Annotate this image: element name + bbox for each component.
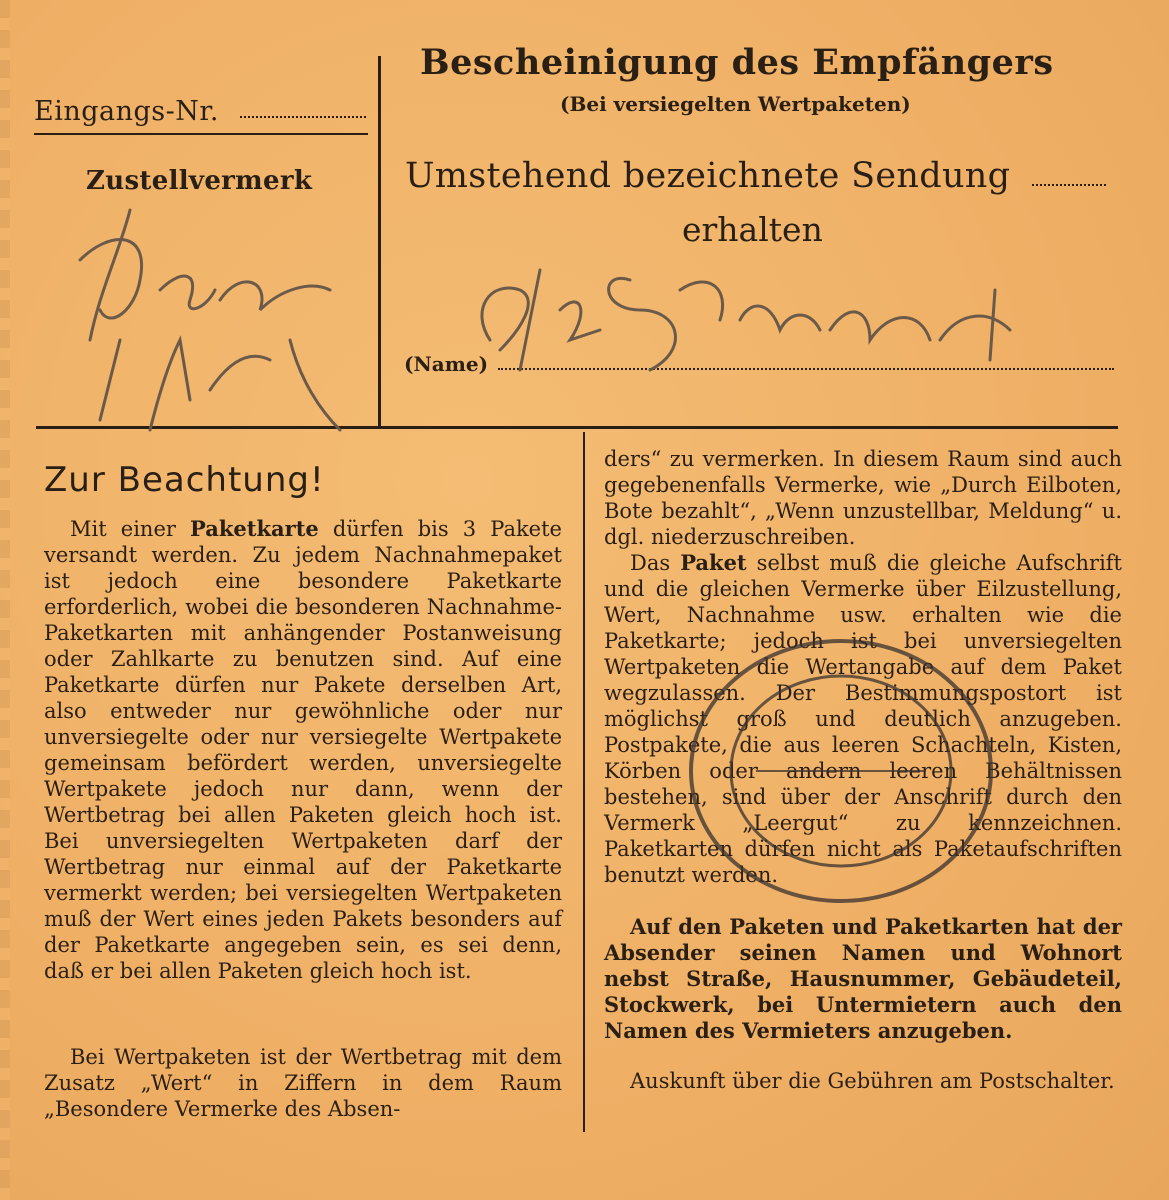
notice-p4-start: Das	[630, 551, 681, 575]
notice-paragraph-5	[604, 914, 1122, 1044]
entry-number-line	[240, 116, 366, 118]
notice-p3-text: ders“ zu vermerken. In diesem Raum sind auch gegebenenfalls Vermerke, wie „Durch Eilboten, Bote bezahlt“, „Wenn unzustellbar, Meldung“ u. dgl. niederzuschreiben.	[604, 447, 1122, 549]
received-text: erhalten	[682, 210, 823, 249]
perforated-edge	[0, 0, 10, 1200]
notice-p6-text: Auskunft über die Gebühren am Postschalter.	[630, 1069, 1115, 1093]
page-subtitle: (Bei versiegelten Wertpaketen)	[560, 92, 911, 116]
notice-p1-start: Mit einer	[70, 517, 191, 541]
notice-paragraph-3	[604, 446, 1122, 550]
pencil-signature	[450, 250, 1050, 390]
entry-box-rule	[34, 133, 368, 135]
notice-paragraph-2	[44, 1044, 562, 1122]
notice-p1-bold: Paketkarte	[190, 516, 319, 541]
notice-paragraph-6	[604, 1068, 1122, 1094]
notice-p1-rest: dürfen bis 3 Pakete versandt werden. Zu jedem Nachnahmepaket ist jedoch eine besondere Paketkarte erforderlich, wobei die besonderen Nachnahme-Paketkarten mit anhängender Postanweisung oder Zahlkarte zu benutzen sind. Auf eine Paketkarte dürfen nur Pakete derselben Art, also entweder nur gewöhnliche oder nur unversiegelte oder nur versiegelte Wertpakete gemeinsam befördert werden, unversiegelte Wertpakete jedoch nur dann, wenn der Wertbetrag bei allen Paketen gleich hoch ist. Bei unversiegelten Wertpaketen darf der Wertbetrag nur einmal auf der Paketkarte vermerkt werden; bei versiegelten Wertpaketen muß der Wert eines jeden Pakets besonders auf der Paketkarte angegeben sein, es sei denn, daß er bei allen Paketen gleich hoch ist.	[44, 517, 562, 983]
notice-p5-bold: Auf den Paketen und Paketkarten hat der Absender seinen Namen und Wohnort nebst Straße, Hausnummer, Gebäudeteil, Stockwerk, bei Untermietern auch den Namen des Vermieters anzugeben.	[604, 914, 1122, 1043]
page-title: Bescheinigung des Empfängers	[420, 42, 1054, 83]
entry-number-label: Eingangs-Nr.	[34, 96, 219, 127]
statement-text: Umstehend bezeichnete Sendung	[405, 156, 1011, 196]
notice-title: Zur Beachtung!	[44, 460, 325, 500]
delivery-note-label: Zustellvermerk	[86, 166, 313, 196]
notice-paragraph-1	[44, 516, 562, 984]
divider-vertical-columns	[583, 432, 585, 1132]
pencil-delivery-handwriting	[40, 190, 380, 450]
statement-line	[1032, 184, 1106, 186]
notice-p4-rest: selbst muß die gleiche Aufschrift und die gleichen Vermerke über Eilzustellung, Wert, Nachnahme usw. erhalten wie die Paketkarte; jedoch ist bei unversiegelten Wertpaketen die Wertangabe auf dem Paket wegzulassen. Der Bestimmungspostort ist möglichst groß und deutlich anzugeben. Postpakete, die aus leeren Schachteln, Kisten, Körben oder andern leeren Behältnissen bestehen, sind über der Anschrift durch den Vermerk „Leergut“ zu kennzeichnen. Paketkarten dürfen nicht als Paketaufschriften benutzt werden.	[604, 551, 1122, 887]
postmark-stamp	[676, 626, 1006, 916]
notice-p4-bold: Paket	[680, 550, 747, 575]
name-label: (Name)	[404, 352, 489, 376]
notice-p2-text: Bei Wertpaketen ist der Wertbetrag mit dem Zusatz „Wert“ in Ziffern in dem Raum „Besondere Vermerke des Absen-	[44, 1045, 562, 1121]
